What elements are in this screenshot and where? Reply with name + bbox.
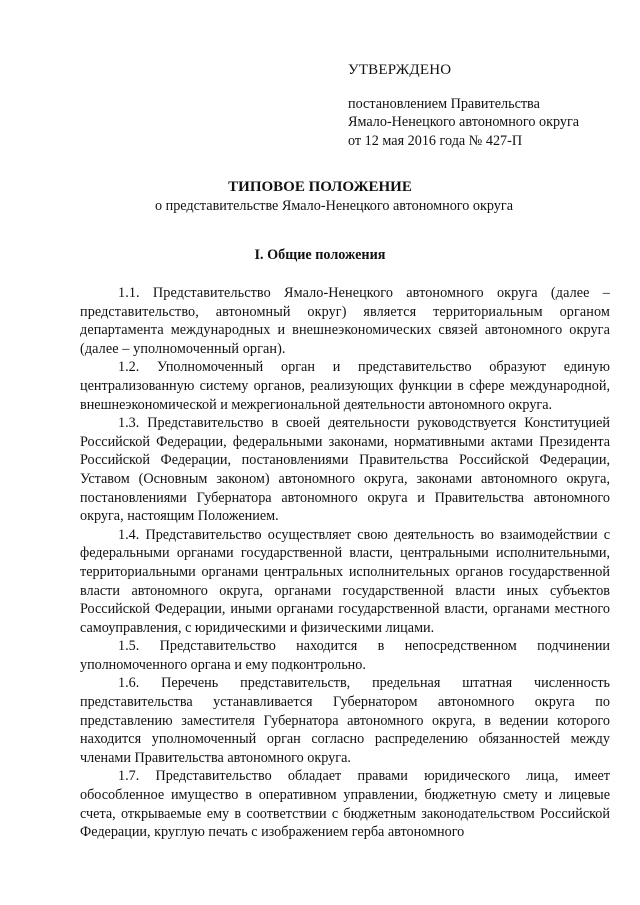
paragraph-1-7: 1.7. Представительство обладает правами юридического лица, имеет обособленное имущество в оперативном управлении, бюджетную смету и лицевые счета, открываемые ему в соответствии с бюджетным законодательством Российской Федерации, круглую печать с изображением герба автономного [80,768,610,841]
title-block [0,178,640,216]
approved-label: УТВЕРЖДЕНО [348,62,452,78]
document-subtitle: о представительстве Ямало-Ненецкого автономного округа [154,198,514,214]
approval-line-2: Ямало-Ненецкого автономного округа [348,114,580,131]
section-heading: I. Общие положения [254,247,386,263]
document-title: ТИПОВОЕ ПОЛОЖЕНИЕ [228,179,412,195]
paragraph-1-5: 1.5. Представительство находится в непосредственном подчинении уполномоченного органа и ему подконтрольно. [80,638,610,673]
paragraph-1-2: 1.2. Уполномоченный орган и представительство образуют единую централизованную систему органов, реализующих функции в сфере международной, внешнеэкономической и межрегиональной деятельности автономного округа. [80,359,610,413]
paragraph-1-1: 1.1. Представительство Ямало-Ненецкого автономного округа (далее – представительство, автономный округ) является территориальным органом департамента международных и внешнеэкономических связей автономного округа (далее – уполномоченный орган). [80,285,610,357]
paragraph-1-6: 1.6. Перечень представительств, предельная штатная численность представительства устанавливается Губернатором автономного округа по представлению заместителя Губернатора автономного округа, в ведении которого находится уполномоченный орган согласно распределению обязанностей между членами Правительства автономного округа. [80,675,610,766]
approval-line-1: постановлением Правительства [348,95,540,112]
paragraph-1-3: 1.3. Представительство в своей деятельности руководствуется Конституцией Российской Федерации, федеральными законами, нормативными актами Президента Российской Федерации, постановлениями Правительства Российской Федерации, Уставом (Основным законом) автономного округа, законами автономного округа, постановлениями Губернатора автономного округа и Правительства автономного округа, настоящим Положением. [80,415,610,525]
approval-line-3: от 12 мая 2016 года № 427-П [348,132,523,149]
paragraph-1-4: 1.4. Представительство осуществляет свою деятельность во взаимодействии с федеральными органами государственной власти, центральными исполнительными, территориальными органами центральных исполнительных органов государственной власти автономного округа, органами государственной власти иных субъектов Российской Федерации, иными органами государственной власти, органами местного самоуправления, с юридическими и физическими лицами. [80,526,610,636]
document-body [80,284,610,842]
approval-block [348,61,618,150]
